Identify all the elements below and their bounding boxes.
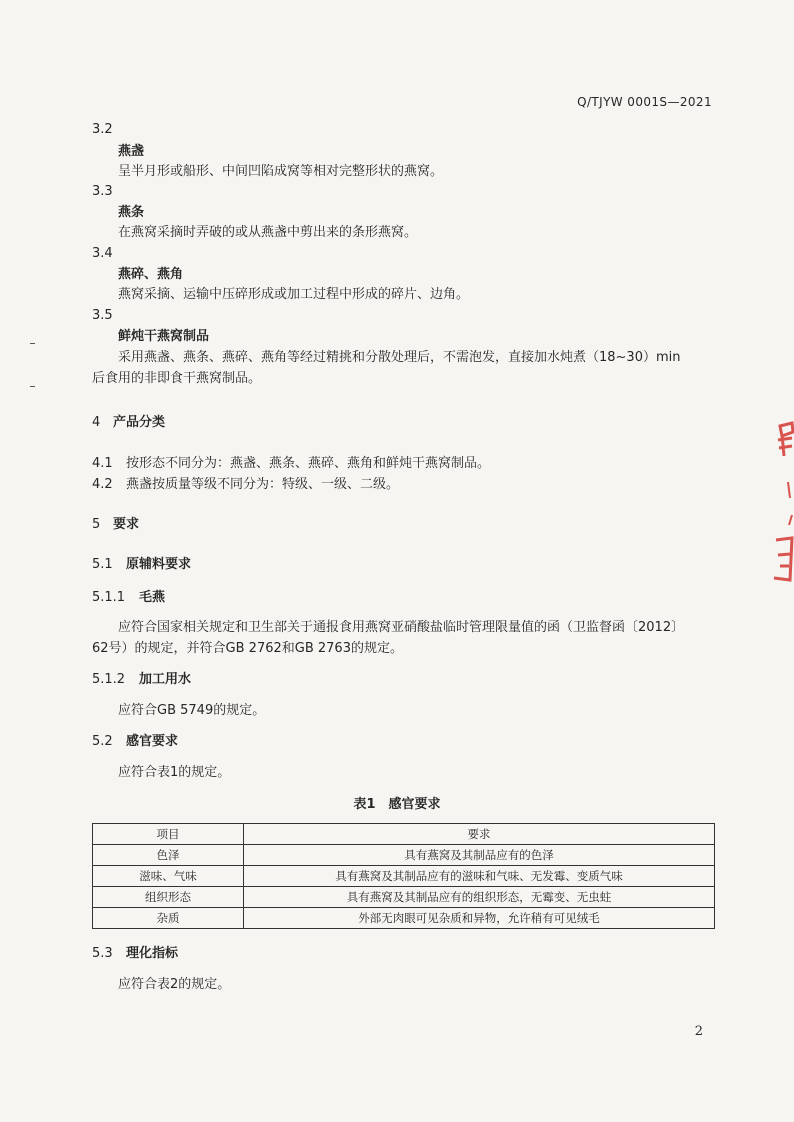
clause-number: 3.2 xyxy=(92,122,113,137)
doc-code: Q/TJYW 0001S—2021 xyxy=(577,95,712,109)
section-title: 产品分类 xyxy=(113,415,166,430)
table-header-row xyxy=(93,824,715,845)
table-row xyxy=(93,866,715,887)
clause-title: 加工用水 xyxy=(139,672,192,687)
term-title: 燕盏 xyxy=(118,144,145,159)
table-cell-item: 组织形态 xyxy=(93,887,244,908)
page-number: 2 xyxy=(694,1024,703,1039)
clause-text: 应符合表2的规定。 xyxy=(118,977,231,992)
table-header-cell: 项目 xyxy=(93,824,244,845)
clause-text: 按形态不同分为：燕盏、燕条、燕碎、燕角和鲜炖干燕窝制品。 xyxy=(126,456,491,471)
clause-title: 感官要求 xyxy=(126,734,179,749)
clause-number: 5.3 xyxy=(92,946,113,961)
table-header-cell: 要求 xyxy=(244,824,715,845)
clause-number: 5.1.2 xyxy=(92,672,126,687)
clause-text-cont: 62号）的规定，并符合GB 2762和GB 2763的规定。 xyxy=(92,641,403,656)
clause-number: 3.3 xyxy=(92,184,113,199)
term-definition: 燕窝采摘、运输中压碎形成或加工过程中形成的碎片、边角。 xyxy=(118,287,470,302)
clause-text: 应符合表1的规定。 xyxy=(118,765,231,780)
clause-number: 5.1 xyxy=(92,557,113,572)
term-definition: 在燕窝采摘时弄破的或从燕盏中剪出来的条形燕窝。 xyxy=(118,225,418,240)
term-definition: 采用燕盏、燕条、燕碎、燕角等经过精挑和分散处理后，不需泡发，直接加水炖煮（18~30）min xyxy=(118,350,681,365)
table-cell-requirement: 具有燕窝及其制品应有的组织形态，无霉变、无虫蛀 xyxy=(244,887,715,908)
clause-text: 燕盏按质量等级不同分为：特级、一级、二级。 xyxy=(126,477,400,492)
red-seal-stamp xyxy=(770,420,794,585)
table-cell-item: 色泽 xyxy=(93,845,244,866)
clause-title: 原辅料要求 xyxy=(126,557,192,572)
clause-number: 4.2 xyxy=(92,477,113,492)
section-number: 5 xyxy=(92,517,101,532)
table-row xyxy=(93,908,715,929)
term-title: 燕条 xyxy=(118,205,145,220)
clause-text: 应符合GB 5749的规定。 xyxy=(118,703,266,718)
table-cell-requirement: 具有燕窝及其制品应有的滋味和气味、无发霉、变质气味 xyxy=(244,866,715,887)
clause-number: 5.2 xyxy=(92,734,113,749)
term-definition-cont: 后食用的非即食干燕窝制品。 xyxy=(92,371,262,386)
clause-number: 3.4 xyxy=(92,246,113,261)
table-cell-item: 滋味、气味 xyxy=(93,866,244,887)
section-number: 4 xyxy=(92,415,101,430)
term-title: 鲜炖干燕窝制品 xyxy=(118,329,210,344)
section-title: 要求 xyxy=(113,517,140,532)
clause-number: 5.1.1 xyxy=(92,590,126,605)
table-cell-requirement: 外部无肉眼可见杂质和异物，允许稍有可见绒毛 xyxy=(244,908,715,929)
clause-number: 4.1 xyxy=(92,456,113,471)
table-cell-requirement: 具有燕窝及其制品应有的色泽 xyxy=(244,845,715,866)
term-definition: 呈半月形或船形、中间凹陷成窝等相对完整形状的燕窝。 xyxy=(118,164,444,179)
clause-title: 理化指标 xyxy=(126,946,179,961)
table-caption: 表1 感官要求 xyxy=(353,797,441,812)
term-title: 燕碎、燕角 xyxy=(118,267,184,282)
clause-text: 应符合国家相关规定和卫生部关于通报食用燕窝亚硝酸盐临时管理限量值的函（卫监督函〔2012〕 xyxy=(118,620,685,635)
clause-number: 3.5 xyxy=(92,308,113,323)
table-row xyxy=(93,845,715,866)
clause-title: 毛燕 xyxy=(139,590,166,605)
sensory-requirements-table xyxy=(92,823,715,929)
scan-mark xyxy=(30,386,35,387)
table-cell-item: 杂质 xyxy=(93,908,244,929)
scan-mark xyxy=(30,343,35,344)
table-row xyxy=(93,887,715,908)
